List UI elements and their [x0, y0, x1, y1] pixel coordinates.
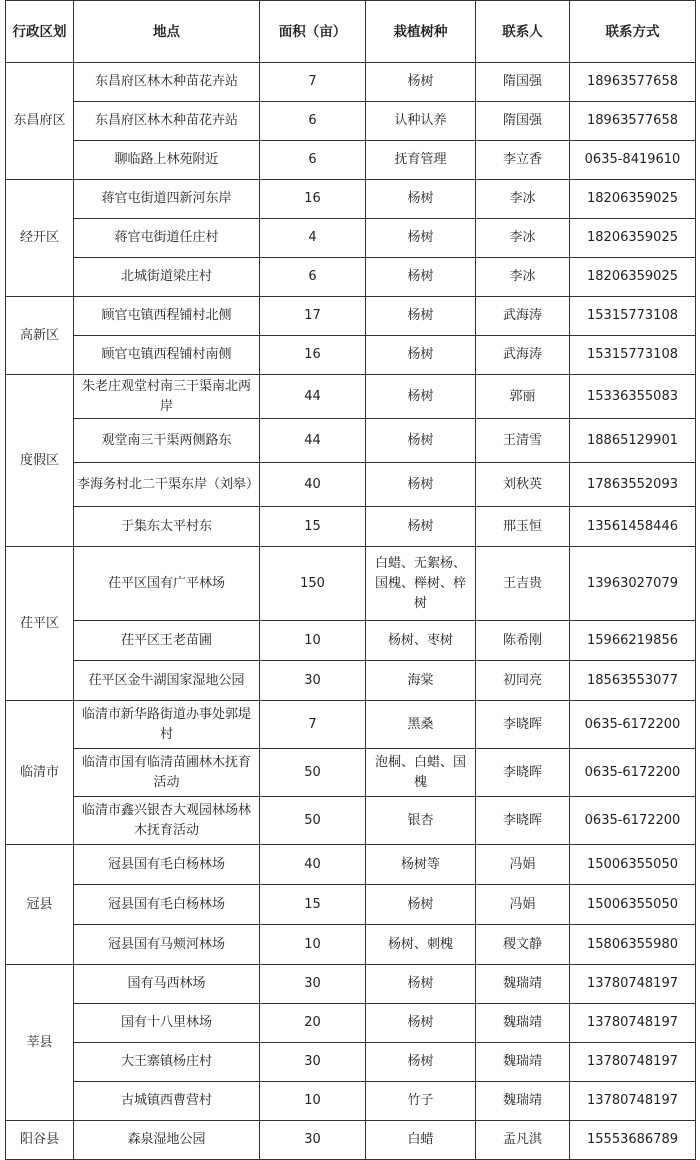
table-row [6, 419, 696, 463]
area-cell: 16 [260, 336, 366, 375]
contact-cell: 武海涛 [476, 336, 570, 375]
table-row [6, 925, 696, 965]
header-contact: 联系人 [476, 1, 570, 63]
table-row [6, 749, 696, 797]
table-row [6, 547, 696, 621]
area-cell: 150 [260, 547, 366, 621]
area-cell: 20 [260, 1004, 366, 1043]
species-cell: 黑桑 [366, 701, 476, 749]
area-cell: 50 [260, 797, 366, 845]
area-cell: 44 [260, 375, 366, 419]
contact-cell: 邢玉恒 [476, 507, 570, 547]
species-cell: 杨树 [366, 63, 476, 102]
table-row [6, 1043, 696, 1082]
area-cell: 15 [260, 885, 366, 925]
place-cell: 森泉湿地公园 [74, 1121, 260, 1160]
phone-cell: 18865129901 [570, 419, 696, 463]
area-cell: 6 [260, 258, 366, 297]
place-cell: 临清市国有临清苗圃林木抚育活动 [74, 749, 260, 797]
place-cell: 临清市鑫兴银杏大观园林场林木抚育活动 [74, 797, 260, 845]
contact-cell: 李冰 [476, 180, 570, 219]
species-cell: 杨树 [366, 375, 476, 419]
table-row [6, 1082, 696, 1121]
species-cell: 杨树 [366, 258, 476, 297]
table-row [6, 375, 696, 419]
district-cell: 冠县 [6, 845, 74, 965]
species-cell: 白蜡 [366, 1121, 476, 1160]
species-cell: 泡桐、白蜡、国槐 [366, 749, 476, 797]
phone-cell: 13780748197 [570, 1082, 696, 1121]
table-body [6, 63, 696, 1160]
contact-cell: 李晓晖 [476, 701, 570, 749]
phone-cell: 0635-8419610 [570, 141, 696, 180]
contact-cell: 李冰 [476, 219, 570, 258]
phone-cell: 0635-6172200 [570, 797, 696, 845]
district-cell: 高新区 [6, 297, 74, 375]
planting-sites-table [5, 0, 696, 1160]
place-cell: 茌平区国有广平林场 [74, 547, 260, 621]
table-row [6, 336, 696, 375]
place-cell: 东昌府区林木种苗花卉站 [74, 63, 260, 102]
phone-cell: 18206359025 [570, 219, 696, 258]
place-cell: 冠县国有毛白杨林场 [74, 845, 260, 885]
contact-cell: 郭丽 [476, 375, 570, 419]
area-cell: 7 [260, 701, 366, 749]
table-row [6, 621, 696, 661]
phone-cell: 15315773108 [570, 297, 696, 336]
table-row [6, 297, 696, 336]
contact-cell: 隋国强 [476, 102, 570, 141]
phone-cell: 15806355980 [570, 925, 696, 965]
place-cell: 聊临路上林苑附近 [74, 141, 260, 180]
district-cell: 东昌府区 [6, 63, 74, 180]
species-cell: 杨树 [366, 419, 476, 463]
phone-cell: 15006355050 [570, 845, 696, 885]
species-cell: 杨树 [366, 507, 476, 547]
table-row [6, 219, 696, 258]
place-cell: 冠县国有毛白杨林场 [74, 885, 260, 925]
district-cell: 茌平区 [6, 547, 74, 701]
phone-cell: 15336355083 [570, 375, 696, 419]
place-cell: 茌平区金牛湖国家湿地公园 [74, 661, 260, 701]
table-row [6, 1004, 696, 1043]
species-cell: 白蜡、无絮杨、国槐、榉树、梓树 [366, 547, 476, 621]
phone-cell: 13561458446 [570, 507, 696, 547]
contact-cell: 隋国强 [476, 63, 570, 102]
species-cell: 杨树 [366, 1043, 476, 1082]
table-row [6, 661, 696, 701]
contact-cell: 王吉贵 [476, 547, 570, 621]
contact-cell: 稷文静 [476, 925, 570, 965]
species-cell: 抚育管理 [366, 141, 476, 180]
phone-cell: 0635-6172200 [570, 701, 696, 749]
area-cell: 17 [260, 297, 366, 336]
place-cell: 东昌府区林木种苗花卉站 [74, 102, 260, 141]
table-row [6, 1121, 696, 1160]
place-cell: 蒋官屯街道任庄村 [74, 219, 260, 258]
contact-cell: 武海涛 [476, 297, 570, 336]
phone-cell: 13780748197 [570, 1043, 696, 1082]
contact-cell: 李晓晖 [476, 797, 570, 845]
table-row [6, 507, 696, 547]
place-cell: 古城镇西曹营村 [74, 1082, 260, 1121]
phone-cell: 15553686789 [570, 1121, 696, 1160]
contact-cell: 孟凡淇 [476, 1121, 570, 1160]
area-cell: 30 [260, 1121, 366, 1160]
species-cell: 杨树 [366, 965, 476, 1004]
table-row [6, 463, 696, 507]
header-phone: 联系方式 [570, 1, 696, 63]
contact-cell: 李冰 [476, 258, 570, 297]
species-cell: 杨树 [366, 1004, 476, 1043]
contact-cell: 冯娟 [476, 885, 570, 925]
species-cell: 竹子 [366, 1082, 476, 1121]
phone-cell: 17863552093 [570, 463, 696, 507]
species-cell: 杨树 [366, 336, 476, 375]
area-cell: 15 [260, 507, 366, 547]
table-row [6, 845, 696, 885]
district-cell: 度假区 [6, 375, 74, 547]
header-area: 面积（亩） [260, 1, 366, 63]
place-cell: 顾官屯镇西程铺村北侧 [74, 297, 260, 336]
species-cell: 海棠 [366, 661, 476, 701]
contact-cell: 刘秋英 [476, 463, 570, 507]
area-cell: 30 [260, 965, 366, 1004]
place-cell: 大王寨镇杨庄村 [74, 1043, 260, 1082]
species-cell: 银杏 [366, 797, 476, 845]
species-cell: 杨树 [366, 180, 476, 219]
contact-cell: 李晓晖 [476, 749, 570, 797]
district-cell: 阳谷县 [6, 1121, 74, 1160]
table-row [6, 701, 696, 749]
place-cell: 朱老庄观堂村南三干渠南北两岸 [74, 375, 260, 419]
table-row [6, 141, 696, 180]
species-cell: 杨树、刺槐 [366, 925, 476, 965]
species-cell: 杨树 [366, 885, 476, 925]
species-cell: 杨树、枣树 [366, 621, 476, 661]
area-cell: 10 [260, 621, 366, 661]
contact-cell: 初同亮 [476, 661, 570, 701]
phone-cell: 18963577658 [570, 102, 696, 141]
area-cell: 6 [260, 102, 366, 141]
area-cell: 4 [260, 219, 366, 258]
species-cell: 杨树 [366, 463, 476, 507]
phone-cell: 0635-6172200 [570, 749, 696, 797]
table-row [6, 965, 696, 1004]
table-row [6, 797, 696, 845]
contact-cell: 王清雪 [476, 419, 570, 463]
table-row [6, 885, 696, 925]
phone-cell: 13780748197 [570, 965, 696, 1004]
contact-cell: 魏瑞靖 [476, 1004, 570, 1043]
table-row [6, 102, 696, 141]
table-row [6, 180, 696, 219]
place-cell: 李海务村北二干渠东岸（刘皋） [74, 463, 260, 507]
phone-cell: 18963577658 [570, 63, 696, 102]
table-row [6, 258, 696, 297]
area-cell: 30 [260, 661, 366, 701]
place-cell: 于集东太平村东 [74, 507, 260, 547]
phone-cell: 15966219856 [570, 621, 696, 661]
phone-cell: 13963027079 [570, 547, 696, 621]
place-cell: 顾官屯镇西程铺村南侧 [74, 336, 260, 375]
area-cell: 10 [260, 925, 366, 965]
district-cell: 莘县 [6, 965, 74, 1121]
area-cell: 7 [260, 63, 366, 102]
table-header-row [6, 1, 696, 63]
contact-cell: 陈希刚 [476, 621, 570, 661]
area-cell: 10 [260, 1082, 366, 1121]
place-cell: 茌平区王老苗圃 [74, 621, 260, 661]
place-cell: 蒋官屯街道四新河东岸 [74, 180, 260, 219]
area-cell: 40 [260, 845, 366, 885]
phone-cell: 18206359025 [570, 180, 696, 219]
area-cell: 30 [260, 1043, 366, 1082]
species-cell: 杨树 [366, 297, 476, 336]
place-cell: 冠县国有马颊河林场 [74, 925, 260, 965]
phone-cell: 18206359025 [570, 258, 696, 297]
district-cell: 经开区 [6, 180, 74, 297]
contact-cell: 魏瑞靖 [476, 1082, 570, 1121]
phone-cell: 15006355050 [570, 885, 696, 925]
contact-cell: 李立香 [476, 141, 570, 180]
header-district: 行政区划 [6, 1, 74, 63]
table-row [6, 63, 696, 102]
place-cell: 国有十八里林场 [74, 1004, 260, 1043]
area-cell: 44 [260, 419, 366, 463]
contact-cell: 魏瑞靖 [476, 1043, 570, 1082]
contact-cell: 魏瑞靖 [476, 965, 570, 1004]
area-cell: 40 [260, 463, 366, 507]
area-cell: 6 [260, 141, 366, 180]
phone-cell: 18563553077 [570, 661, 696, 701]
place-cell: 北城街道梁庄村 [74, 258, 260, 297]
place-cell: 观堂南三干渠两侧路东 [74, 419, 260, 463]
area-cell: 50 [260, 749, 366, 797]
species-cell: 杨树等 [366, 845, 476, 885]
phone-cell: 13780748197 [570, 1004, 696, 1043]
district-cell: 临清市 [6, 701, 74, 845]
species-cell: 杨树 [366, 219, 476, 258]
place-cell: 国有马西林场 [74, 965, 260, 1004]
place-cell: 临清市新华路街道办事处郭堤村 [74, 701, 260, 749]
phone-cell: 15315773108 [570, 336, 696, 375]
area-cell: 16 [260, 180, 366, 219]
contact-cell: 冯娟 [476, 845, 570, 885]
species-cell: 认种认养 [366, 102, 476, 141]
header-place: 地点 [74, 1, 260, 63]
header-species: 栽植树种 [366, 1, 476, 63]
